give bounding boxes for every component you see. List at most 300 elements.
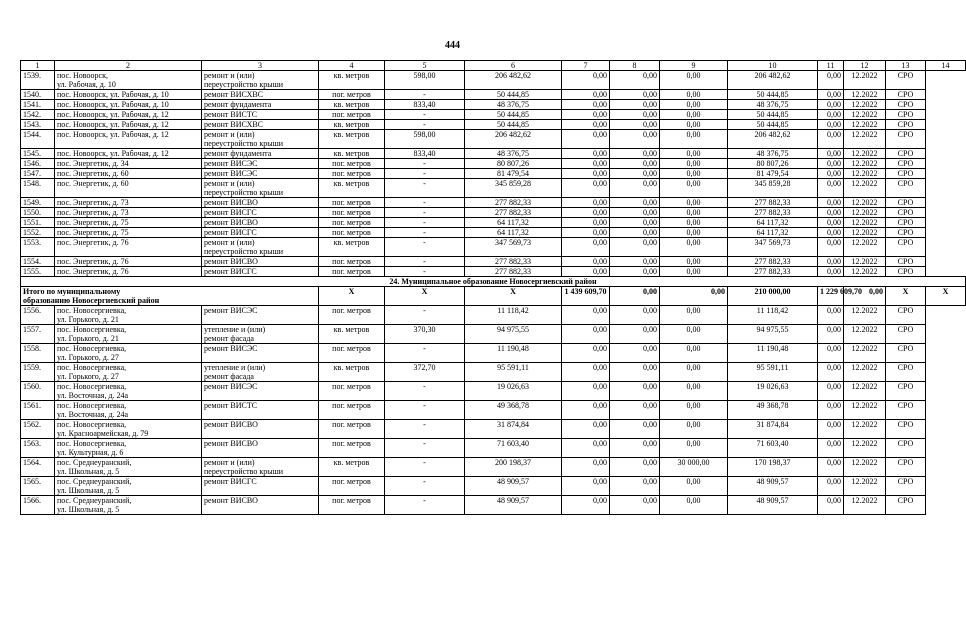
other-cost: 0,00 <box>660 130 728 149</box>
address-line: ул. Школьная, д. 5 <box>57 486 120 495</box>
row-number: 1564. <box>21 458 55 477</box>
work-type-line: переустройство крыши <box>204 188 284 197</box>
address-line: пос. Энергетик, д. 76 <box>57 257 129 266</box>
deadline: 12.2022 <box>844 458 886 477</box>
other-cost: 0,00 <box>660 159 728 169</box>
column-number-cell: 7 <box>562 61 610 71</box>
work-type <box>202 198 319 208</box>
budget-cost: 0,00 <box>610 496 660 515</box>
column-number-cell: 14 <box>926 61 966 71</box>
total-cost: 71 603,40 <box>465 439 562 458</box>
owner-cost: 31 874,84 <box>728 420 818 439</box>
fund-cost: 0,00 <box>562 110 610 120</box>
deadline: 12.2022 <box>844 496 886 515</box>
total-label <box>21 287 319 306</box>
fund-cost: 0,00 <box>562 477 610 496</box>
work-type-line: ремонт фундамента <box>204 100 272 109</box>
owner-cost: 206 482,62 <box>728 130 818 149</box>
other-share: 0,00 <box>818 218 844 228</box>
other-cost: 0,00 <box>660 306 728 325</box>
total-cost: 206 482,62 <box>465 130 562 149</box>
work-type <box>202 169 319 179</box>
total-cost: 64 117,32 <box>465 228 562 238</box>
total-cost: 347 569,73 <box>465 238 562 257</box>
work-type-line: переустройство крыши <box>204 139 284 148</box>
other-share: 0,00 <box>818 496 844 515</box>
other-cost: 0,00 <box>660 477 728 496</box>
work-type <box>202 208 319 218</box>
other-cost: 0,00 <box>660 71 728 90</box>
total-cost: 277 882,33 <box>465 267 562 277</box>
other-cost: 30 000,00 <box>660 458 728 477</box>
other-share: 0,00 <box>818 169 844 179</box>
fund-cost: 0,00 <box>562 306 610 325</box>
executor: СРО <box>886 344 926 363</box>
budget-cost: 0,00 <box>610 306 660 325</box>
table-row <box>21 159 966 169</box>
budget-cost: 0,00 <box>610 90 660 100</box>
table-body-novosergievka <box>21 306 966 515</box>
budget-cost: 0,00 <box>610 238 660 257</box>
address-line: пос. Новосергиевка, <box>57 344 127 353</box>
executor: СРО <box>886 401 926 420</box>
deadline: 12.2022 <box>844 100 886 110</box>
table-row <box>21 401 966 420</box>
row-number: 1550. <box>21 208 55 218</box>
unit: кв. метров <box>319 100 385 110</box>
other-cost: 0,00 <box>660 257 728 267</box>
other-share: 0,00 <box>818 120 844 130</box>
other-share: 0,00 <box>818 325 844 344</box>
row-number: 1541. <box>21 100 55 110</box>
total-cost: 345 859,28 <box>465 179 562 198</box>
budget-cost: 0,00 <box>610 218 660 228</box>
total-label-line: образованию Новосергиевский район <box>23 296 160 305</box>
unit: пог. метров <box>319 496 385 515</box>
row-number: 1547. <box>21 169 55 179</box>
other-cost: 0,00 <box>660 344 728 363</box>
fund-cost: 0,00 <box>562 149 610 159</box>
address <box>55 401 202 420</box>
other-share: 0,00 <box>818 401 844 420</box>
total-cost: 48 909,57 <box>465 477 562 496</box>
quantity: - <box>385 110 465 120</box>
work-type-line: ремонт и (или) <box>204 71 255 80</box>
quantity: - <box>385 306 465 325</box>
address-line: пос. Новосергиевка, <box>57 420 127 429</box>
unit: пог. метров <box>319 228 385 238</box>
address-line: пос. Энергетик, д. 34 <box>57 159 129 168</box>
executor: СРО <box>886 228 926 238</box>
other-share: 0,00 <box>818 306 844 325</box>
other-share: 0,00 <box>818 198 844 208</box>
budget-cost: 0,00 <box>610 198 660 208</box>
table-row <box>21 267 966 277</box>
work-type <box>202 325 319 344</box>
executor: СРО <box>886 363 926 382</box>
row-number: 1566. <box>21 496 55 515</box>
column-number-cell: 9 <box>660 61 728 71</box>
work-type-line: утепление и (или) <box>204 363 266 372</box>
executor: СРО <box>886 458 926 477</box>
quantity: - <box>385 439 465 458</box>
row-number: 1545. <box>21 149 55 159</box>
fund-cost: 0,00 <box>562 382 610 401</box>
work-type-line: ремонт ВИСВО <box>204 439 258 448</box>
work-type-line: ремонт ВИСХВС <box>204 120 264 129</box>
executor: СРО <box>886 149 926 159</box>
work-type-line: ремонт ВИСЭС <box>204 169 258 178</box>
address <box>55 110 202 120</box>
unit: пог. метров <box>319 306 385 325</box>
row-number: 1554. <box>21 257 55 267</box>
total-label-line: Итого по муниципальному <box>23 287 121 296</box>
budget-cost: 0,00 <box>610 100 660 110</box>
other-cost: 0,00 <box>660 100 728 110</box>
owner-cost: 64 117,32 <box>728 218 818 228</box>
quantity: - <box>385 169 465 179</box>
other-share: 0,00 <box>818 238 844 257</box>
row-number: 1540. <box>21 90 55 100</box>
other-share: 0,00 <box>818 179 844 198</box>
row-number: 1552. <box>21 228 55 238</box>
fund-cost: 0,00 <box>562 179 610 198</box>
deadline: 12.2022 <box>844 344 886 363</box>
fund-cost: 0,00 <box>562 130 610 149</box>
other-share: 0,00 <box>818 363 844 382</box>
unit: пог. метров <box>319 159 385 169</box>
table-row <box>21 344 966 363</box>
address-line: ул. Восточная, д. 24а <box>57 391 129 400</box>
address <box>55 306 202 325</box>
owner-cost: 71 603,40 <box>728 439 818 458</box>
address-line: пос. Новосергиевка, <box>57 439 127 448</box>
work-type-line: ремонт ВИСЭС <box>204 344 258 353</box>
table-row <box>21 306 966 325</box>
quantity: - <box>385 477 465 496</box>
other-share: 0,00 <box>818 267 844 277</box>
total-cost: 94 975,55 <box>465 325 562 344</box>
other-share: 0,00 <box>818 159 844 169</box>
work-type-line: ремонт ВИСВО <box>204 198 258 207</box>
other-share: 0,00 <box>818 420 844 439</box>
total-value: X <box>385 287 465 306</box>
work-type <box>202 130 319 149</box>
table-row <box>21 149 966 159</box>
budget-cost: 0,00 <box>610 149 660 159</box>
address-line: пос. Энергетик, д. 75 <box>57 228 129 237</box>
unit: пог. метров <box>319 344 385 363</box>
fund-cost: 0,00 <box>562 238 610 257</box>
row-number: 1562. <box>21 420 55 439</box>
other-share: 0,00 <box>818 208 844 218</box>
quantity: - <box>385 218 465 228</box>
other-share: 0,00 <box>818 149 844 159</box>
unit: кв. метров <box>319 130 385 149</box>
other-share: 0,00 <box>818 100 844 110</box>
budget-cost: 0,00 <box>610 420 660 439</box>
total-cost: 277 882,33 <box>465 208 562 218</box>
executor: СРО <box>886 110 926 120</box>
address <box>55 420 202 439</box>
other-share: 0,00 <box>818 344 844 363</box>
deadline: 12.2022 <box>844 90 886 100</box>
row-number: 1565. <box>21 477 55 496</box>
row-number: 1546. <box>21 159 55 169</box>
table-row <box>21 90 966 100</box>
total-value: 1 439 609,70 <box>562 287 610 306</box>
address-line: ул. Школьная, д. 5 <box>57 505 120 514</box>
table-row <box>21 458 966 477</box>
row-number: 1543. <box>21 120 55 130</box>
other-cost: 0,00 <box>660 208 728 218</box>
address-line: пос. Энергетик, д. 73 <box>57 208 129 217</box>
owner-cost: 64 117,32 <box>728 228 818 238</box>
work-type-line: ремонт и (или) <box>204 179 255 188</box>
deadline: 12.2022 <box>844 439 886 458</box>
column-number-cell: 4 <box>319 61 385 71</box>
deadline: 12.2022 <box>844 218 886 228</box>
other-cost: 0,00 <box>660 363 728 382</box>
budget-cost: 0,00 <box>610 120 660 130</box>
work-type <box>202 257 319 267</box>
executor: СРО <box>886 130 926 149</box>
address <box>55 159 202 169</box>
other-share: 0,00 <box>818 477 844 496</box>
quantity: - <box>385 90 465 100</box>
address <box>55 208 202 218</box>
section-title: 24. Муниципальное образование Новосергиевский район <box>21 277 966 287</box>
unit: кв. метров <box>319 325 385 344</box>
fund-cost: 0,00 <box>562 208 610 218</box>
owner-cost: 277 882,33 <box>728 267 818 277</box>
work-type <box>202 344 319 363</box>
other-cost: 0,00 <box>660 169 728 179</box>
executor: СРО <box>886 71 926 90</box>
total-cost: 80 807,26 <box>465 159 562 169</box>
table-row <box>21 439 966 458</box>
owner-cost: 170 198,37 <box>728 458 818 477</box>
row-number: 1542. <box>21 110 55 120</box>
column-number-cell: 10 <box>728 61 818 71</box>
work-type <box>202 149 319 159</box>
address <box>55 238 202 257</box>
other-share: 0,00 <box>818 130 844 149</box>
address <box>55 149 202 159</box>
other-cost: 0,00 <box>660 267 728 277</box>
address <box>55 477 202 496</box>
quantity: - <box>385 420 465 439</box>
total-cost: 81 479,54 <box>465 169 562 179</box>
executor: СРО <box>886 169 926 179</box>
owner-cost: 11 118,42 <box>728 306 818 325</box>
deadline: 12.2022 <box>844 363 886 382</box>
executor: СРО <box>886 382 926 401</box>
deadline: 12.2022 <box>844 257 886 267</box>
total-value: 210 000,00 <box>728 287 818 306</box>
total-cost: 95 591,11 <box>465 363 562 382</box>
address <box>55 100 202 110</box>
unit: пог. метров <box>319 257 385 267</box>
owner-cost: 11 190,48 <box>728 344 818 363</box>
fund-cost: 0,00 <box>562 257 610 267</box>
work-type <box>202 90 319 100</box>
work-type-line: ремонт ВИСТС <box>204 401 258 410</box>
deadline: 12.2022 <box>844 120 886 130</box>
column-number-cell: 3 <box>202 61 319 71</box>
work-type-line: ремонт ВИСВО <box>204 257 258 266</box>
address-line: ул. Горького, д. 21 <box>57 315 119 324</box>
address <box>55 218 202 228</box>
fund-cost: 0,00 <box>562 90 610 100</box>
budget-cost: 0,00 <box>610 344 660 363</box>
unit: пог. метров <box>319 382 385 401</box>
work-type-line: утепление и (или) <box>204 325 266 334</box>
row-number: 1539. <box>21 71 55 90</box>
address-line: пос. Новоорск, ул. Рабочая, д. 12 <box>57 130 169 139</box>
executor: СРО <box>886 120 926 130</box>
address <box>55 228 202 238</box>
unit: кв. метров <box>319 179 385 198</box>
fund-cost: 0,00 <box>562 325 610 344</box>
address <box>55 382 202 401</box>
executor: СРО <box>886 159 926 169</box>
table-row <box>21 228 966 238</box>
owner-cost: 19 026,63 <box>728 382 818 401</box>
budget-cost: 0,00 <box>610 439 660 458</box>
unit: пог. метров <box>319 477 385 496</box>
table-row <box>21 238 966 257</box>
unit: кв. метров <box>319 71 385 90</box>
work-type-line: ремонт ВИСГС <box>204 477 257 486</box>
quantity: - <box>385 257 465 267</box>
owner-cost: 48 909,57 <box>728 496 818 515</box>
column-number-cell: 5 <box>385 61 465 71</box>
deadline: 12.2022 <box>844 149 886 159</box>
address-line: пос. Новоорск, ул. Рабочая, д. 12 <box>57 149 169 158</box>
address-line: пос. Энергетик, д. 76 <box>57 267 129 276</box>
unit: пог. метров <box>319 439 385 458</box>
executor: СРО <box>886 198 926 208</box>
address <box>55 363 202 382</box>
other-cost: 0,00 <box>660 496 728 515</box>
work-type <box>202 110 319 120</box>
fund-cost: 0,00 <box>562 120 610 130</box>
total-cost: 49 368,78 <box>465 401 562 420</box>
address <box>55 496 202 515</box>
row-number: 1559. <box>21 363 55 382</box>
owner-cost: 50 444,85 <box>728 110 818 120</box>
owner-cost: 277 882,33 <box>728 198 818 208</box>
owner-cost: 94 975,55 <box>728 325 818 344</box>
work-type-line: ремонт и (или) <box>204 238 255 247</box>
budget-cost: 0,00 <box>610 169 660 179</box>
executor: СРО <box>886 496 926 515</box>
other-share: 0,00 <box>818 71 844 90</box>
work-type <box>202 238 319 257</box>
budget-cost: 0,00 <box>610 159 660 169</box>
row-number: 1553. <box>21 238 55 257</box>
quantity: - <box>385 382 465 401</box>
total-cost: 50 444,85 <box>465 110 562 120</box>
total-value: 0,00 <box>660 287 728 306</box>
quantity: - <box>385 458 465 477</box>
unit: пог. метров <box>319 198 385 208</box>
work-type <box>202 382 319 401</box>
deadline: 12.2022 <box>844 477 886 496</box>
row-number: 1561. <box>21 401 55 420</box>
column-number-cell: 6 <box>465 61 562 71</box>
unit: пог. метров <box>319 267 385 277</box>
work-type-line: переустройство крыши <box>204 80 284 89</box>
row-number: 1548. <box>21 179 55 198</box>
other-cost: 0,00 <box>660 120 728 130</box>
owner-cost: 49 368,78 <box>728 401 818 420</box>
other-cost: 0,00 <box>660 420 728 439</box>
work-type-line: ремонт ВИСГС <box>204 267 257 276</box>
work-type <box>202 228 319 238</box>
address-line: пос. Энергетик, д. 60 <box>57 169 129 178</box>
other-share: 0,00 <box>818 110 844 120</box>
total-cost: 64 117,32 <box>465 218 562 228</box>
work-type-line: ремонт ВИСВО <box>204 496 258 505</box>
total-value: X <box>319 287 385 306</box>
work-type-line: ремонт и (или) <box>204 458 255 467</box>
deadline: 12.2022 <box>844 71 886 90</box>
address-line: пос. Новоорск, ул. Рабочая, д. 12 <box>57 120 169 129</box>
address <box>55 198 202 208</box>
quantity: - <box>385 179 465 198</box>
other-share: 0,00 <box>818 228 844 238</box>
other-cost: 0,00 <box>660 179 728 198</box>
quantity: 372,70 <box>385 363 465 382</box>
address-line: пос. Новосергиевка, <box>57 306 127 315</box>
table-row <box>21 382 966 401</box>
deadline: 12.2022 <box>844 401 886 420</box>
owner-cost: 347 569,73 <box>728 238 818 257</box>
total-cost: 277 882,33 <box>465 198 562 208</box>
unit: пог. метров <box>319 218 385 228</box>
row-number: 1555. <box>21 267 55 277</box>
unit: пог. метров <box>319 420 385 439</box>
executor: СРО <box>886 257 926 267</box>
other-share: 0,00 <box>818 439 844 458</box>
address-line: пос. Энергетик, д. 73 <box>57 198 129 207</box>
address-line: пос. Новосергиевка, <box>57 363 127 372</box>
total-cost: 11 190,48 <box>465 344 562 363</box>
address-line: ул. Горького, д. 27 <box>57 353 119 362</box>
row-number: 1556. <box>21 306 55 325</box>
work-type <box>202 496 319 515</box>
address-line: пос. Энергетик, д. 75 <box>57 218 129 227</box>
address-line: пос. Новосергиевка, <box>57 382 127 391</box>
table-row <box>21 257 966 267</box>
fund-cost: 0,00 <box>562 159 610 169</box>
address <box>55 257 202 267</box>
other-cost: 0,00 <box>660 198 728 208</box>
total-cost: 48 376,75 <box>465 100 562 110</box>
owner-cost: 80 807,26 <box>728 159 818 169</box>
unit: пог. метров <box>319 208 385 218</box>
deadline: 12.2022 <box>844 208 886 218</box>
address <box>55 325 202 344</box>
address-line: пос. Среднеуранский, <box>57 458 132 467</box>
budget-cost: 0,00 <box>610 179 660 198</box>
unit: кв. метров <box>319 120 385 130</box>
deadline: 12.2022 <box>844 382 886 401</box>
owner-cost: 277 882,33 <box>728 208 818 218</box>
section-24 <box>21 277 966 306</box>
